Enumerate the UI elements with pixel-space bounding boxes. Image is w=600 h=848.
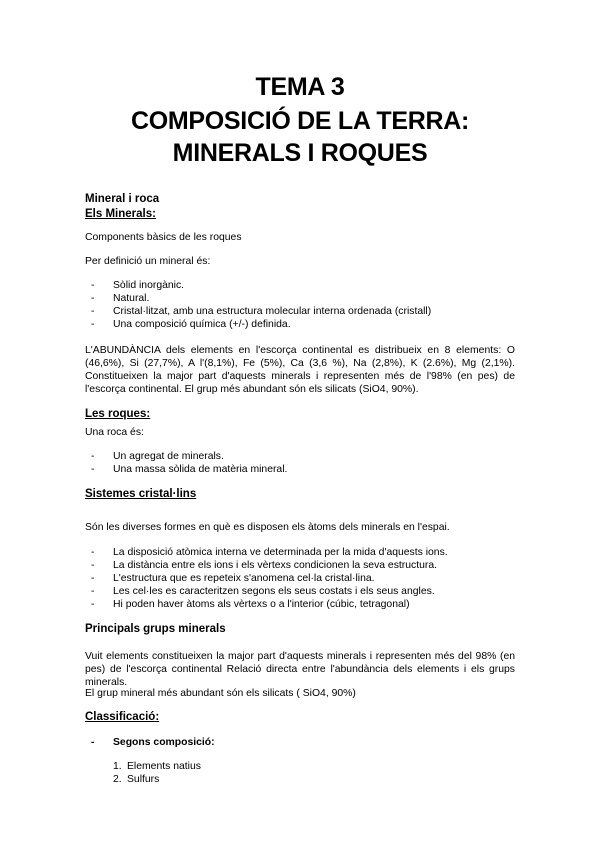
numbered-item: 1. Elements natius	[113, 761, 201, 772]
paragraph-grups: Vuit elements constitueixen la major part d'aquests minerals i representen més del 98% (en pes) de l'escorça continental Relació directa entre l'abundància dels elements i els grups minerals.	[85, 651, 515, 688]
heading-les-roques: Les roques:	[85, 408, 151, 420]
list-item: - Hi poden haver àtoms als vèrtexs o a l'interior (cúbic, tetragonal)	[91, 599, 410, 610]
title-line-3: MINERALS I ROQUES	[172, 139, 428, 167]
list-item: - Les cel·les es caracteritzen segons els seus costats i els seus angles.	[91, 586, 435, 597]
heading-classificacio: Classificació:	[85, 711, 160, 723]
heading-principals-grups: Principals grups minerals	[85, 623, 226, 635]
list-item: - Natural.	[91, 293, 150, 304]
text: Per definició un mineral és:	[85, 256, 211, 267]
title-line-1: TEMA 3	[255, 73, 345, 101]
heading-sistemes-cristallins: Sistemes cristal·lins	[85, 488, 197, 500]
list-item: - La disposició atòmica interna ve determinada per la mida d'aquests ions.	[91, 547, 448, 558]
list-item: - Una massa sòlida de matèria mineral.	[91, 464, 288, 475]
list-item-segons-composicio: - Segons composició:	[91, 737, 215, 748]
numbered-item: 2. Sulfurs	[113, 774, 160, 785]
list-item: - Un agregat de minerals.	[91, 451, 224, 462]
list-item: - Cristal·litzat, amb una estructura molecular interna ordenada (cristall)	[91, 306, 432, 317]
list-item: - Sòlid inorgànic.	[91, 280, 185, 291]
heading-els-minerals: Els Minerals:	[85, 208, 156, 220]
list-item: - Una composició química (+/-) definida.	[91, 319, 291, 330]
heading-mineral-i-roca: Mineral i roca	[85, 193, 160, 205]
text: El grup mineral més abundant són els silicats ( SiO4, 90%)	[85, 688, 356, 699]
text: Components bàsics de les roques	[85, 232, 242, 243]
list-item: - L'estructura que es repeteix s'anomena cel·la cristal·lina.	[91, 573, 375, 584]
title-line-2: COMPOSICIÓ DE LA TERRA:	[130, 107, 469, 135]
list-item: - La distància entre els ions i els vèrtexs condicionen la seva estructura.	[91, 560, 438, 571]
text: Una roca és:	[85, 427, 144, 438]
text: Són les diverses formes en què es disposen els àtoms dels minerals en l'espai.	[85, 522, 450, 533]
paragraph-abundancia: L'ABUNDÀNCIA dels elements en l'escorça continental es distribueix en 8 elements: O (46,6%), Si (27,7%), A l'(8,1%), Fe (5%), Ca (3,6 %), Na (2,8%), K (2.6%), Mg (2,1%). Constitueixen la major part d'aquests minerals i representen més de l'98% (en pes) de l'escorça continental. El grup més abundant són els silicats (SiO4, 90%).	[85, 345, 515, 395]
